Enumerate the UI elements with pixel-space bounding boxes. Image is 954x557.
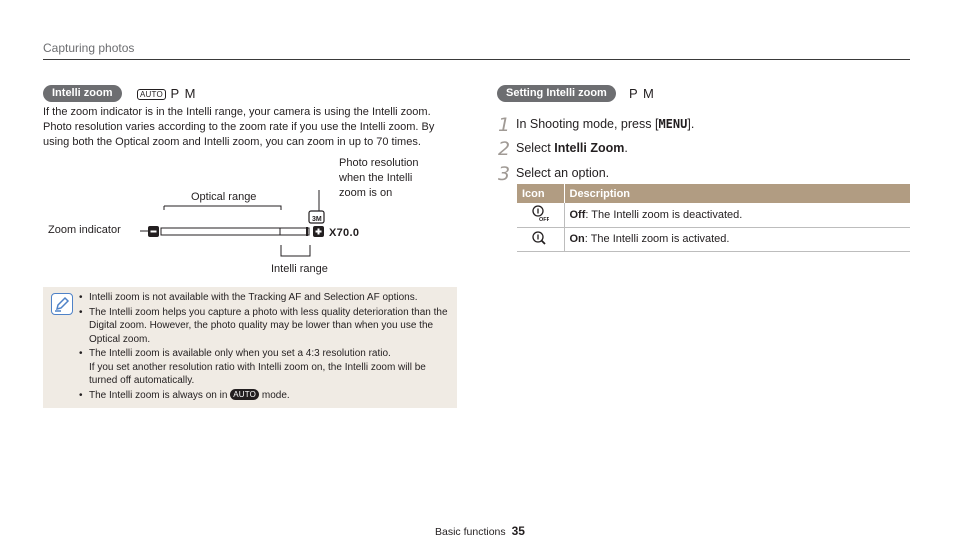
header-divider (43, 59, 910, 60)
note-item-4: • The Intelli zoom is always on in AUTO mode. (89, 389, 449, 403)
photo-res-line2: when the Intelli (339, 172, 413, 184)
auto-mode-badge-small: AUTO (230, 389, 259, 400)
note-item-2: • The Intelli zoom helps you capture a photo with less quality deterioration than the Digital zoom. However, the photo quality may be lower than when you use the Optical zoom. (89, 306, 449, 347)
note-pencil-icon (51, 293, 73, 315)
left-modes-text: P M (170, 86, 197, 101)
intelli-zoom-pill: Intelli zoom (43, 85, 122, 102)
left-modes (137, 86, 196, 101)
intelli-range-label: Intelli range (271, 263, 328, 275)
menu-key-icon: MENU (658, 117, 688, 131)
photo-res-line1: Photo resolution (339, 157, 419, 169)
table-head-icon: Icon (517, 184, 564, 203)
section-header: Capturing photos (43, 41, 135, 55)
intelli-zoom-on-icon (517, 227, 564, 251)
setting-intelli-zoom-pill: Setting Intelli zoom (497, 85, 616, 102)
optical-range-label: Optical range (191, 191, 257, 203)
svg-text:OFF: OFF (539, 217, 550, 222)
note-item-1: • Intelli zoom is not available with the Tracking AF and Selection AF options. (89, 291, 449, 305)
page-number: 35 (511, 524, 525, 538)
resolution-icon-text: 3M (312, 216, 322, 223)
zoom-indicator-label: Zoom indicator (48, 224, 121, 236)
zoom-readout: X70.0 (329, 227, 360, 239)
table-row: On: The Intelli zoom is activated. (517, 227, 910, 251)
auto-mode-badge: AUTO (137, 89, 166, 100)
photo-res-line3: zoom is on (339, 187, 393, 199)
intelli-zoom-off-icon (517, 203, 564, 227)
note-box (43, 287, 457, 408)
table-row: OFF Off: The Intelli zoom is deactivated. (517, 203, 910, 227)
intro-paragraph: If the zoom indicator is in the Intelli range, your camera is using the Intelli zoom. Photo resolution varies according to the zoom rate if you use the Intelli zoom. By using both the Optical zoom and Intelli zoom, you can zoom in up to 70 times. (43, 106, 435, 148)
note-item-3: • The Intelli zoom is available only when you set a 4:3 resolution ratio. If you set another resolution ratio with Intelli zoom on, the Intelli zoom will be turned off automatically. (89, 347, 449, 388)
right-modes-text: P M (629, 86, 655, 101)
options-table (517, 184, 910, 252)
page-footer (435, 524, 525, 538)
footer-label: Basic functions (435, 526, 506, 538)
note-list (89, 291, 449, 403)
table-head-description: Description (564, 184, 910, 203)
